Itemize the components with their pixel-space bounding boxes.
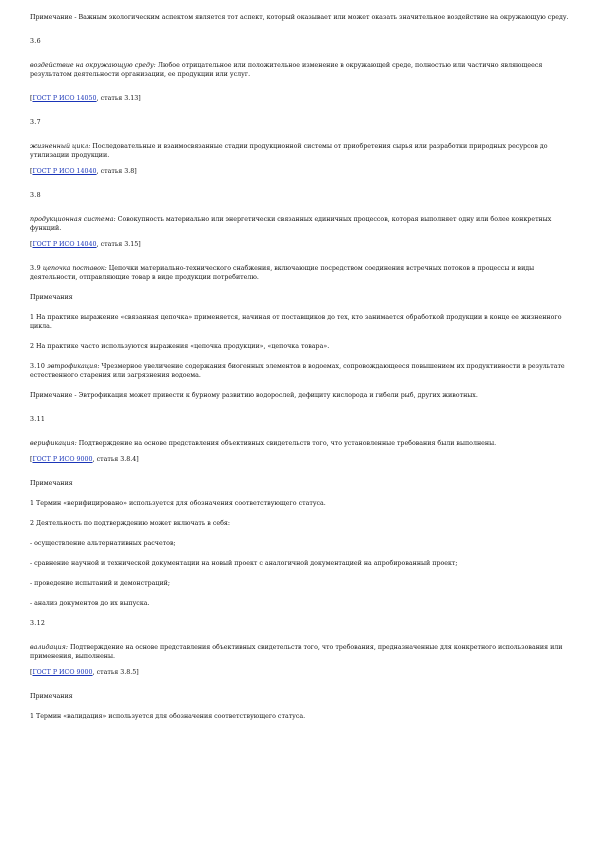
notes-heading: Примечания <box>30 294 73 301</box>
reference-line: [ГОСТ Р ИСО 14040, статья 3.8] <box>30 168 137 175</box>
note-paragraph: Примечание - Эвтрофикация может привести к бурному развитию водорослей, дефициту кислорода и гибели рыб, других животных. <box>30 392 478 399</box>
note-item: 2 На практике часто используются выражения «цепочка продукции», «цепочка товара». <box>30 343 330 350</box>
reference-line: [ГОСТ Р ИСО 9000, статья 3.8.5] <box>30 669 139 676</box>
definition-text: Подтверждение на основе представления объективных свидетельств того, что требования, предназначенные для конкретного использования или применения, выполнены. <box>30 644 563 660</box>
list-item: - проведение испытаний и демонстраций; <box>30 580 170 587</box>
term: верификация: <box>30 440 77 447</box>
definition-text: Чрезмерное увеличение содержания биогенных элементов в водоемах, сопровождающееся повышением их продуктивности в результате естественного старения или загрязнения водоема. <box>30 363 565 379</box>
section-number: 3.9 <box>30 265 41 272</box>
term: эвтрофикация: <box>45 363 100 370</box>
section-number: 3.10 <box>30 363 46 370</box>
reference-line: [ГОСТ Р ИСО 9000, статья 3.8.4] <box>30 456 139 463</box>
section-number: 3.8 <box>30 192 41 199</box>
standard-link[interactable]: ГОСТ Р ИСО 14040 <box>32 168 97 175</box>
note-item: 1 Термин «валидация» используется для обозначения соответствующего статуса. <box>30 713 306 720</box>
definition-paragraph <box>30 643 570 661</box>
note-item: 2 Деятельность по подтверждению может включать в себя: <box>30 520 230 527</box>
definition-text: Цепочки материально-технического снабжения, включающие посредством соединения встречных потоков в процессы и виды деятельности, отправляющие товар в виде продукции потребителю. <box>30 265 535 281</box>
term: цепочка поставок: <box>40 265 107 272</box>
reference-rest: , статья 3.8.4] <box>92 456 139 463</box>
term: валидация: <box>30 644 68 651</box>
reference-rest: , статья 3.8] <box>96 168 137 175</box>
standard-link[interactable]: ГОСТ Р ИСО 14050 <box>32 95 97 102</box>
standard-link[interactable]: ГОСТ Р ИСО 14040 <box>32 241 97 248</box>
notes-heading: Примечания <box>30 693 73 700</box>
term: воздействие на окружающую среду: <box>30 62 156 69</box>
list-item: - осуществление альтернативных расчетов; <box>30 540 176 547</box>
note-item: 1 Термин «верифицировано» используется для обозначения соответствующего статуса. <box>30 500 326 507</box>
document-body <box>30 13 570 721</box>
note-item: 1 На практике выражение «связанная цепочка» применяется, начиная от поставщиков до тех, кто занимается обработкой продукции в конце ее жизненного цикла. <box>30 314 562 330</box>
definition-text: Любое отрицательное или положительное изменение в окружающей среде, полностью или частично являющееся результатом деятельности организации, ее продукции или услуг. <box>30 62 543 78</box>
section-number: 3.6 <box>30 38 41 45</box>
definition-text: Последовательные и взаимосвязанные стадии продукционной системы от приобретения сырья или разработки природных ресурсов до утилизации продукции. <box>30 143 548 159</box>
section-number: 3.12 <box>30 620 46 627</box>
definition-paragraph <box>30 362 570 380</box>
definition-text: Совокупность материально или энергетически связанных единичных процессов, которая выполняет одну или более конкретных функций. <box>30 216 552 232</box>
reference-line: [ГОСТ Р ИСО 14040, статья 3.15] <box>30 241 141 248</box>
list-item: - анализ документов до их выпуска. <box>30 600 150 607</box>
term: жизненный цикл: <box>30 143 91 150</box>
notes-heading: Примечания <box>30 480 73 487</box>
term: продукционная система: <box>30 216 116 223</box>
definition-text: Подтверждение на основе представления объективных свидетельств того, что установленные требования были выполнены. <box>76 440 497 447</box>
section-number: 3.11 <box>30 416 46 423</box>
section-number: 3.7 <box>30 119 41 126</box>
definition-paragraph <box>30 439 570 448</box>
reference-rest: , статья 3.15] <box>96 241 141 248</box>
reference-rest: , статья 3.13] <box>96 95 141 102</box>
standard-link[interactable]: ГОСТ Р ИСО 9000 <box>32 456 93 463</box>
definition-paragraph <box>30 264 570 282</box>
definition-paragraph <box>30 61 570 79</box>
note-paragraph: Примечание - Важным экологическим аспектом является тот аспект, который оказывает или может оказать значительное воздействие на окружающую среду. <box>30 14 569 21</box>
list-item: - сравнение научной и технической документации на новый проект с аналогичной документацией на апробированный проект; <box>30 560 458 567</box>
standard-link[interactable]: ГОСТ Р ИСО 9000 <box>32 669 93 676</box>
definition-paragraph <box>30 215 570 233</box>
reference-rest: , статья 3.8.5] <box>92 669 139 676</box>
definition-paragraph <box>30 142 570 160</box>
reference-line: [ГОСТ Р ИСО 14050, статья 3.13] <box>30 95 141 102</box>
